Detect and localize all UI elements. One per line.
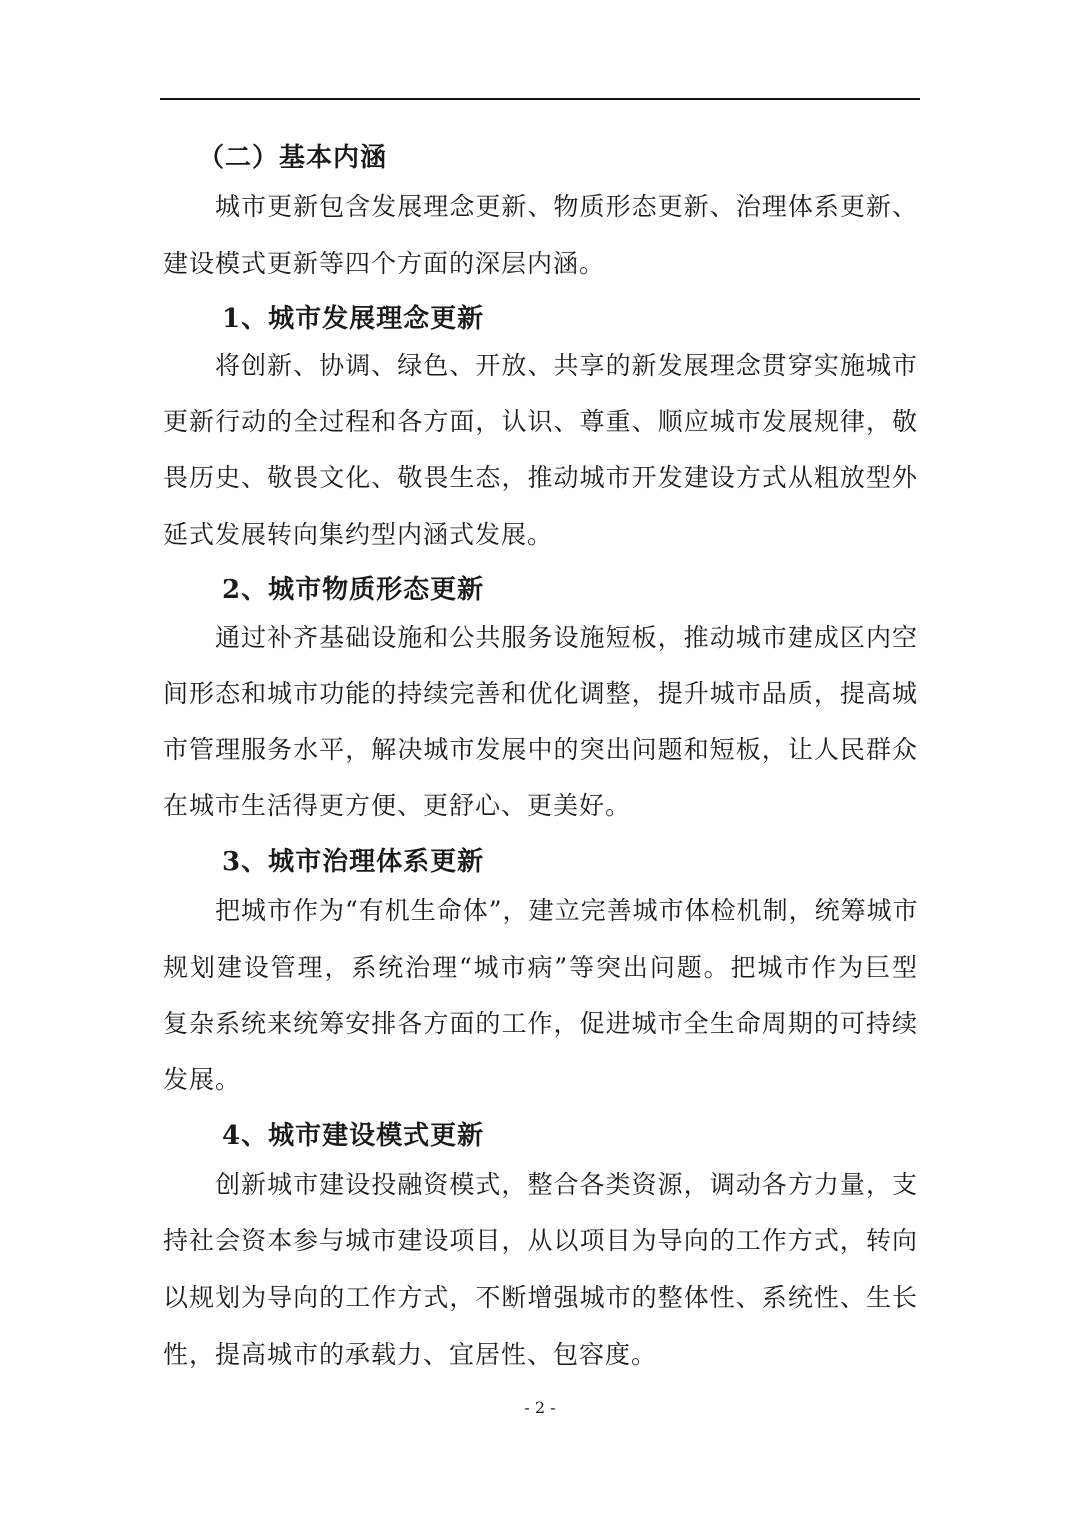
paragraph-line: 在城市生活得更方便、更舒心、更美好。 bbox=[163, 791, 632, 820]
paragraph-line: 将创新、协调、绿色、开放、共享的新发展理念贯穿实施城市 bbox=[215, 351, 918, 380]
paragraph-line: 性，提高城市的承载力、宜居性、包容度。 bbox=[163, 1340, 658, 1369]
subsection-heading: 3、城市治理体系更新 bbox=[222, 847, 485, 877]
page-number: - 2 - bbox=[524, 1398, 556, 1417]
paragraph-line: 把城市作为“有机生命体”，建立完善城市体检机制，统筹城市 bbox=[215, 896, 919, 925]
paragraph-line: 市管理服务水平，解决城市发展中的突出问题和短板，让人民群众 bbox=[163, 735, 918, 764]
paragraph-line: 城市更新包含发展理念更新、物质形态更新、治理体系更新、 bbox=[215, 192, 918, 221]
paragraph-line: 复杂系统来统筹安排各方面的工作，促进城市全生命周期的可持续 bbox=[163, 1009, 918, 1038]
paragraph-line: 以规划为导向的工作方式，不断增强城市的整体性、系统性、生长 bbox=[163, 1283, 918, 1312]
section-heading: （二）基本内涵 bbox=[198, 143, 388, 173]
paragraph-line: 间形态和城市功能的持续完善和优化调整，提升城市品质，提高城 bbox=[163, 679, 918, 708]
paragraph-line: 延式发展转向集约型内涵式发展。 bbox=[163, 520, 554, 549]
paragraph-line: 更新行动的全过程和各方面，认识、尊重、顺应城市发展规律，敬 bbox=[163, 407, 918, 436]
subsection-heading: 4、城市建设模式更新 bbox=[222, 1121, 485, 1151]
paragraph-line: 持社会资本参与城市建设项目，从以项目为导向的工作方式，转向 bbox=[163, 1226, 918, 1255]
subsection-heading: 2、城市物质形态更新 bbox=[222, 575, 485, 605]
paragraph-line: 建设模式更新等四个方面的深层内涵。 bbox=[163, 249, 606, 278]
header-rule bbox=[160, 98, 920, 100]
paragraph-line: 畏历史、敬畏文化、敬畏生态，推动城市开发建设方式从粗放型外 bbox=[163, 463, 918, 492]
paragraph-line: 创新城市建设投融资模式，整合各类资源，调动各方力量，支 bbox=[215, 1170, 918, 1199]
paragraph-line: 发展。 bbox=[163, 1065, 242, 1094]
paragraph-line: 规划建设管理，系统治理“城市病”等突出问题。把城市作为巨型 bbox=[163, 953, 918, 982]
paragraph-line: 通过补齐基础设施和公共服务设施短板，推动城市建成区内空 bbox=[215, 623, 918, 652]
subsection-heading: 1、城市发展理念更新 bbox=[222, 304, 485, 334]
